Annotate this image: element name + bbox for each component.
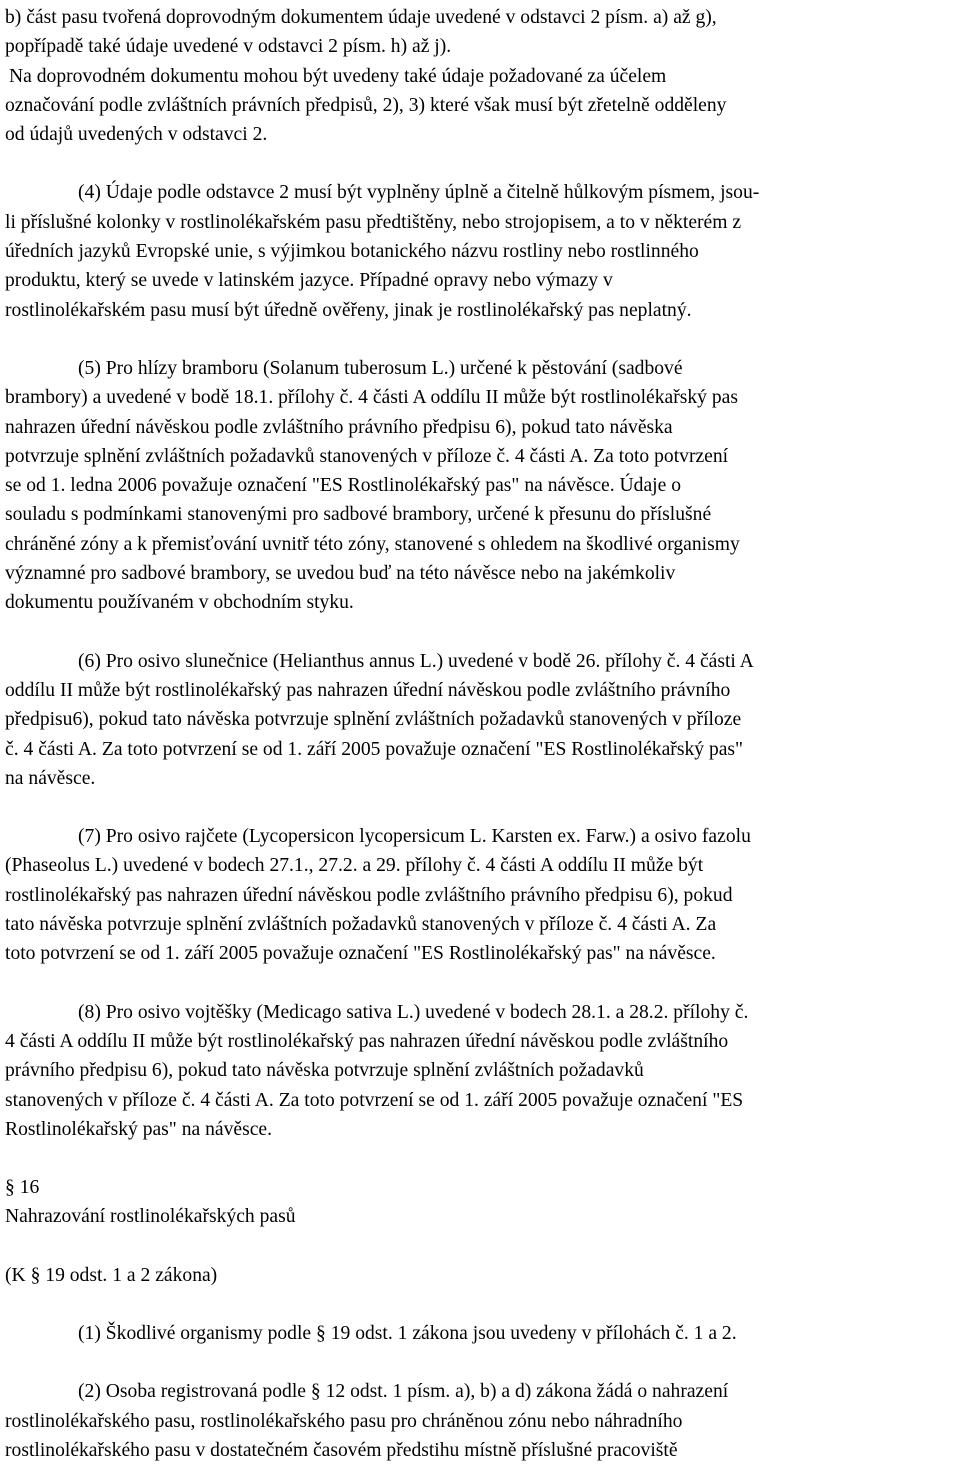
text-line: se od 1. ledna 2006 považuje označení "ES Rostlinolékařský pas" na návěsce. Údaje o [5,475,682,497]
text-line: li příslušné kolonky v rostlinolékařském pasu předtištěny, nebo strojopisem, a to v některém z [5,211,742,233]
text-line: rostlinolékařský pas nahrazen úřední návěskou podle zvláštního právního předpisu 6), pokud [5,884,733,906]
text-line: (1) Škodlivé organismy podle § 19 odst. 1 zákona jsou uvedeny v přílohách č. 1 a 2. [78,1322,737,1344]
text-line: (Phaseolus L.) uvedené v bodech 27.1., 27.2. a 29. přílohy č. 4 části A oddílu II může být [5,855,704,877]
text-line: od údajů uvedených v odstavci 2. [5,124,268,146]
paragraph-16-2 [5,1377,957,1465]
text-line: Na doprovodném dokumentu mohou být uvedeny také údaje požadované za účelem [9,65,667,87]
text-line: právního předpisu 6), pokud tato návěska potvrzuje splnění zvláštních požadavků [5,1060,644,1082]
text-line: toto potvrzení se od 1. září 2005 považuje označení "ES Rostlinolékařský pas" na návěsce. [5,943,716,965]
text-line: předpisu6), pokud tato návěska potvrzuje splnění zvláštních požadavků stanovených v příloze [5,709,742,731]
text-line: č. 4 části A. Za toto potvrzení se od 1. září 2005 považuje označení "ES Rostlinolékařský pas" [5,738,744,760]
text-line: stanovených v příloze č. 4 části A. Za toto potvrzení se od 1. září 2005 považuje označení "ES [5,1089,744,1111]
paragraph-16-1 [5,1319,957,1348]
text-line: nahrazen úřední návěskou podle zvláštního právního předpisu 6), pokud tato návěska [5,416,673,438]
text-line: významné pro sadbové brambory, se uvedou buď na této návěsce nebo na jakémkoliv [5,563,676,585]
text-line: (4) Údaje podle odstavce 2 musí být vyplněny úplně a čitelně hůlkovým písmem, jsou- [78,182,760,204]
text-line: Rostlinolékařský pas" na návěsce. [5,1118,273,1140]
text-line: popřípadě také údaje uvedené v odstavci 2 písm. h) až j). [5,36,452,58]
text-line: 4 části A oddílu II může být rostlinolékařský pas nahrazen úřední návěskou podle zvláštního [5,1030,729,1052]
text-line: (2) Osoba registrovaná podle § 12 odst. 1 písm. a), b) a d) zákona žádá o nahrazení [78,1381,729,1403]
paragraph-7 [5,822,957,968]
text-line: rostlinolékařského pasu, rostlinolékařského pasu pro chráněnou zónu nebo náhradního [5,1410,683,1432]
section-reference: (K § 19 odst. 1 a 2 zákona) [5,1264,218,1286]
text-line: rostlinolékařském pasu musí být úředně ověřeny, jinak je rostlinolékařský pas neplatný. [5,299,692,321]
text-line: (8) Pro osivo vojtěšky (Medicago sativa L.) uvedené v bodech 28.1. a 28.2. přílohy č. [78,1001,749,1023]
text-line: b) část pasu tvořená doprovodným dokumentem údaje uvedené v odstavci 2 písm. a) až g), [5,7,717,28]
text-line: rostlinolékařského pasu v dostatečném časovém předstihu místně příslušné pracoviště [5,1439,678,1461]
paragraph-6 [5,647,957,793]
section-number: § 16 [5,1177,40,1199]
section-title: Nahrazování rostlinolékařských pasů [5,1206,296,1228]
section-heading [5,1173,957,1232]
text-line: souladu s podmínkami stanovenými pro sadbové brambory, určené k přesunu do příslušné [5,504,712,526]
text-line: chráněné zóny a k přemisťování uvnitř této zóny, stanovené s ohledem na škodlivé organismy [5,533,740,555]
text-line: označování podle zvláštních právních předpisů, 2), 3) které však musí být zřetelně odděleny [5,94,727,116]
text-line: (5) Pro hlízy bramboru (Solanum tuberosum L.) určené k pěstování (sadbové [78,357,683,379]
paragraph-4 [5,178,957,324]
text-line: (7) Pro osivo rajčete (Lycopersicon lycopersicum L. Karsten ex. Farw.) a osivo fazolu [78,826,751,848]
document-page [5,3,957,1465]
text-line: produktu, který se uvede v latinském jazyce. Případné opravy nebo výmazy v [5,270,613,292]
text-line: úředních jazyků Evropské unie, s výjimkou botanického názvu rostliny nebo rostlinného [5,241,699,263]
text-line: dokumentu používaném v obchodním styku. [5,592,354,614]
text-line: (6) Pro osivo slunečnice (Helianthus annus L.) uvedené v bodě 26. přílohy č. 4 části A [78,650,754,672]
paragraph-8 [5,998,957,1144]
text-line: brambory) a uvedené v bodě 18.1. přílohy č. 4 části A oddílu II může být rostlinolékařský pas [5,387,738,409]
paragraph-5 [5,354,957,618]
text-line: oddílu II může být rostlinolékařský pas nahrazen úřední návěskou podle zvláštního právního [5,679,731,701]
text-line: potvrzuje splnění zvláštních požadavků stanovených v příloze č. 4 části A. Za toto potvrzení [5,445,729,467]
paragraph-3b [5,3,957,149]
text-line: tato návěska potvrzuje splnění zvláštních požadavků stanovených v příloze č. 4 části A. Za [5,914,717,936]
text-line: na návěsce. [5,767,96,789]
